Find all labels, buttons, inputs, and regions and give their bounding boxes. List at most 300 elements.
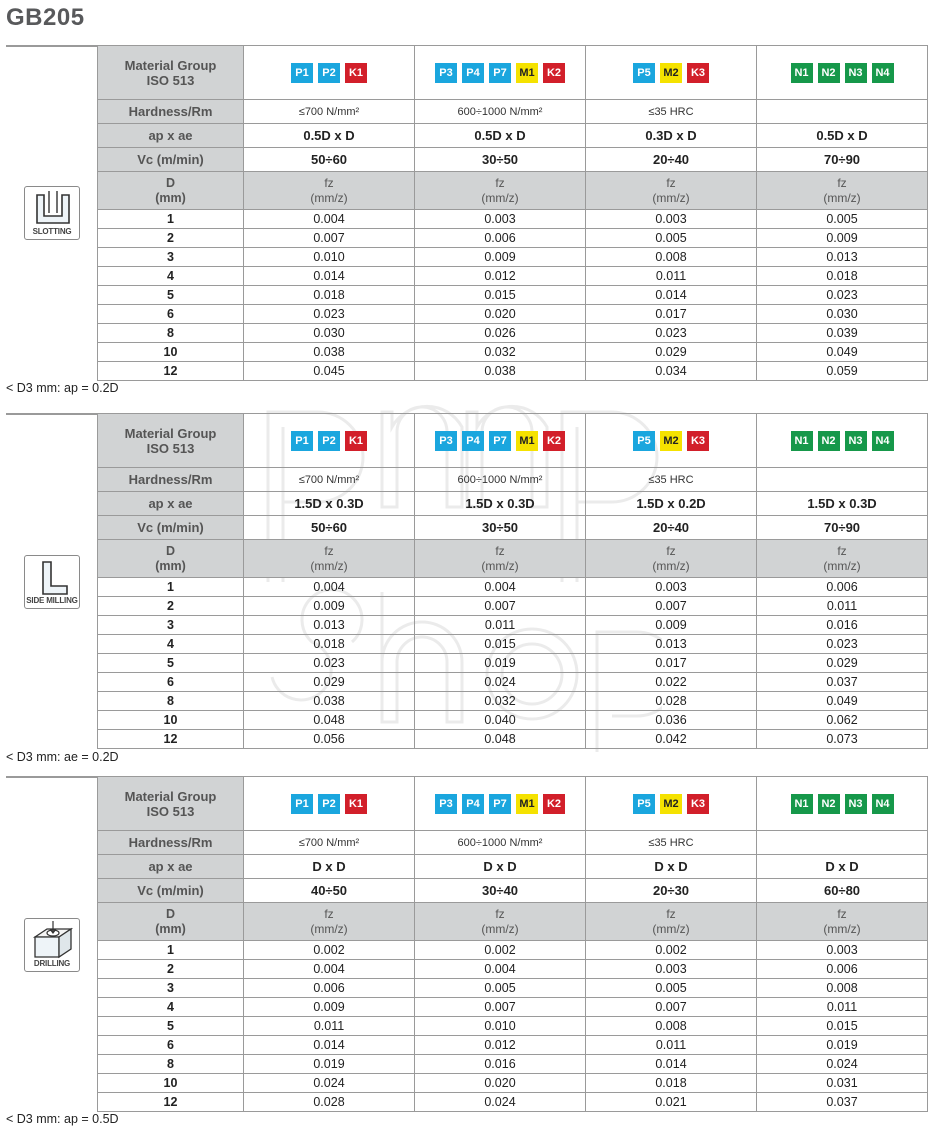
- diameter-cell: 3: [98, 248, 244, 267]
- iso-chip-p2: P2: [318, 63, 340, 83]
- diameter-cell: 3: [98, 979, 244, 998]
- fz-cell: 0.022: [586, 673, 757, 692]
- iso-chip-k2: K2: [543, 794, 565, 814]
- fz-cell: 0.024: [244, 1074, 415, 1093]
- diameter-cell: 3: [98, 616, 244, 635]
- material-group-cell: [757, 414, 928, 468]
- fz-cell: 0.003: [586, 960, 757, 979]
- fz-cell: 0.015: [415, 286, 586, 305]
- vc-cell: 30÷40: [415, 879, 586, 903]
- fz-cell: 0.049: [757, 692, 928, 711]
- material-group-row: [98, 46, 928, 100]
- vc-row: [98, 516, 928, 540]
- fz-cell: 0.003: [415, 210, 586, 229]
- material-group-line1: Material Group: [124, 57, 217, 73]
- fz-cell: 0.020: [415, 1074, 586, 1093]
- fz-header-line2: (mm/z): [823, 921, 861, 936]
- fz-cell: 0.014: [586, 286, 757, 305]
- material-chips: [291, 63, 367, 83]
- vc-cell: 70÷90: [757, 516, 928, 540]
- hardness-cell: [757, 468, 928, 492]
- iso-chip-p4: P4: [462, 63, 484, 83]
- table-row: [98, 324, 928, 343]
- hardness-label: Hardness/Rm: [98, 100, 244, 124]
- hardness-row: [98, 100, 928, 124]
- diameter-cell: 4: [98, 267, 244, 286]
- vc-row: [98, 148, 928, 172]
- fz-cell: 0.023: [757, 635, 928, 654]
- material-group-row: [98, 414, 928, 468]
- cutting-data-table: [97, 413, 928, 749]
- fz-cell: 0.062: [757, 711, 928, 730]
- fz-header: [757, 172, 928, 210]
- table-row: [98, 1074, 928, 1093]
- fz-cell: 0.028: [244, 1093, 415, 1112]
- ap-ae-cell: 1.5D x 0.3D: [415, 492, 586, 516]
- iso-chip-n4: N4: [872, 431, 894, 451]
- iso-chip-n3: N3: [845, 63, 867, 83]
- vc-cell: 70÷90: [757, 148, 928, 172]
- iso-chip-n3: N3: [845, 431, 867, 451]
- fz-cell: 0.010: [415, 1017, 586, 1036]
- ap-ae-row: [98, 124, 928, 148]
- hardness-cell: 600÷1000 N/mm²: [415, 468, 586, 492]
- iso-chip-n1: N1: [791, 63, 813, 83]
- fz-cell: 0.004: [415, 578, 586, 597]
- fz-cell: 0.010: [244, 248, 415, 267]
- section-note: < D3 mm: ap = 0.5D: [6, 1112, 119, 1126]
- table-row: [98, 1093, 928, 1112]
- fz-cell: 0.014: [244, 267, 415, 286]
- diameter-header: [98, 903, 244, 941]
- diameter-header-line2: (mm): [155, 190, 186, 205]
- drilling-icon: [24, 918, 80, 972]
- table-row: [98, 210, 928, 229]
- ap-ae-cell: 0.3D x D: [586, 124, 757, 148]
- iso-chip-p7: P7: [489, 794, 511, 814]
- hardness-label: Hardness/Rm: [98, 831, 244, 855]
- iso-chip-m2: M2: [660, 431, 682, 451]
- diameter-cell: 2: [98, 229, 244, 248]
- fz-header-line1: fz: [666, 543, 676, 558]
- fz-header: [415, 903, 586, 941]
- material-chips: [435, 431, 565, 451]
- material-chips: [633, 794, 709, 814]
- table-row: [98, 248, 928, 267]
- table-row: [98, 305, 928, 324]
- hardness-cell: ≤35 HRC: [586, 468, 757, 492]
- fz-header: [244, 540, 415, 578]
- fz-cell: 0.023: [757, 286, 928, 305]
- fz-cell: 0.013: [244, 616, 415, 635]
- ap-ae-cell: 0.5D x D: [757, 124, 928, 148]
- hardness-cell: ≤700 N/mm²: [244, 468, 415, 492]
- table-row: [98, 343, 928, 362]
- fz-cell: 0.019: [415, 654, 586, 673]
- hardness-cell: ≤700 N/mm²: [244, 100, 415, 124]
- fz-header-line1: fz: [324, 543, 334, 558]
- side-milling-icon: [24, 555, 80, 609]
- hardness-cell: ≤35 HRC: [586, 100, 757, 124]
- ap-ae-cell: D x D: [586, 855, 757, 879]
- hardness-label: Hardness/Rm: [98, 468, 244, 492]
- fz-cell: 0.018: [244, 635, 415, 654]
- iso-chip-p2: P2: [318, 431, 340, 451]
- fz-cell: 0.029: [757, 654, 928, 673]
- hardness-cell: 600÷1000 N/mm²: [415, 100, 586, 124]
- fz-cell: 0.032: [415, 343, 586, 362]
- ap-ae-row: [98, 492, 928, 516]
- fz-cell: 0.011: [757, 998, 928, 1017]
- diameter-cell: 1: [98, 578, 244, 597]
- diameter-header-line1: D: [165, 543, 176, 558]
- iso-chip-p1: P1: [291, 63, 313, 83]
- fz-header-line1: fz: [324, 175, 334, 190]
- table-row: [98, 654, 928, 673]
- fz-cell: 0.059: [757, 362, 928, 381]
- iso-chip-p5: P5: [633, 794, 655, 814]
- fz-header: [757, 540, 928, 578]
- fz-cell: 0.006: [757, 960, 928, 979]
- iso-chip-n4: N4: [872, 63, 894, 83]
- fz-cell: 0.006: [415, 229, 586, 248]
- fz-header: [586, 172, 757, 210]
- fz-cell: 0.023: [244, 305, 415, 324]
- fz-cell: 0.011: [757, 597, 928, 616]
- iso-chip-k1: K1: [345, 63, 367, 83]
- fz-cell: 0.037: [757, 673, 928, 692]
- fz-cell: 0.018: [757, 267, 928, 286]
- fz-cell: 0.002: [415, 941, 586, 960]
- hardness-row: [98, 468, 928, 492]
- diameter-cell: 5: [98, 654, 244, 673]
- ap-ae-cell: 1.5D x 0.3D: [757, 492, 928, 516]
- fz-cell: 0.019: [757, 1036, 928, 1055]
- fz-cell: 0.018: [244, 286, 415, 305]
- column-header-row: [98, 540, 928, 578]
- column-header-row: [98, 903, 928, 941]
- iso-chip-p3: P3: [435, 431, 457, 451]
- fz-cell: 0.029: [244, 673, 415, 692]
- fz-header-line2: (mm/z): [481, 921, 519, 936]
- vc-cell: 20÷40: [586, 516, 757, 540]
- table-row: [98, 616, 928, 635]
- fz-cell: 0.011: [586, 267, 757, 286]
- fz-cell: 0.024: [415, 673, 586, 692]
- material-group-line2: ISO 513: [146, 803, 195, 819]
- fz-cell: 0.004: [415, 960, 586, 979]
- table-row: [98, 979, 928, 998]
- diameter-cell: 10: [98, 711, 244, 730]
- material-group-label: [98, 777, 244, 831]
- fz-cell: 0.040: [415, 711, 586, 730]
- ap-ae-cell: 1.5D x 0.3D: [244, 492, 415, 516]
- fz-cell: 0.003: [586, 210, 757, 229]
- material-group-cell: [244, 777, 415, 831]
- diameter-header-line1: D: [165, 906, 176, 921]
- diameter-cell: 6: [98, 1036, 244, 1055]
- ap-ae-label: ap x ae: [98, 855, 244, 879]
- fz-cell: 0.002: [244, 941, 415, 960]
- fz-cell: 0.007: [586, 998, 757, 1017]
- fz-header-line1: fz: [666, 175, 676, 190]
- hardness-cell: ≤35 HRC: [586, 831, 757, 855]
- table-row: [98, 998, 928, 1017]
- vc-row: [98, 879, 928, 903]
- diameter-cell: 5: [98, 286, 244, 305]
- column-header-row: [98, 172, 928, 210]
- diameter-cell: 1: [98, 941, 244, 960]
- iso-chip-k2: K2: [543, 63, 565, 83]
- fz-cell: 0.016: [415, 1055, 586, 1074]
- fz-cell: 0.015: [757, 1017, 928, 1036]
- operation-label: DRILLING: [33, 959, 71, 968]
- material-group-line2: ISO 513: [146, 72, 195, 88]
- iso-chip-m1: M1: [516, 431, 538, 451]
- vc-cell: 40÷50: [244, 879, 415, 903]
- material-group-line1: Material Group: [124, 788, 217, 804]
- fz-header: [415, 540, 586, 578]
- page-title: GB205: [6, 4, 85, 31]
- table-row: [98, 960, 928, 979]
- material-group-cell: [415, 46, 586, 100]
- fz-cell: 0.012: [415, 1036, 586, 1055]
- fz-cell: 0.007: [586, 597, 757, 616]
- fz-header-line2: (mm/z): [652, 558, 690, 573]
- iso-chip-p3: P3: [435, 63, 457, 83]
- fz-cell: 0.005: [586, 979, 757, 998]
- iso-chip-n2: N2: [818, 431, 840, 451]
- fz-header-line2: (mm/z): [823, 190, 861, 205]
- table-row: [98, 941, 928, 960]
- hardness-row: [98, 831, 928, 855]
- iso-chip-p3: P3: [435, 794, 457, 814]
- fz-header-line1: fz: [495, 543, 505, 558]
- material-group-cell: [757, 46, 928, 100]
- fz-cell: 0.028: [586, 692, 757, 711]
- material-group-line1: Material Group: [124, 425, 217, 441]
- diameter-header-line2: (mm): [155, 558, 186, 573]
- iso-chip-m1: M1: [516, 63, 538, 83]
- fz-cell: 0.029: [586, 343, 757, 362]
- ap-ae-cell: 0.5D x D: [415, 124, 586, 148]
- table-row: [98, 229, 928, 248]
- iso-chip-m2: M2: [660, 63, 682, 83]
- fz-header-line1: fz: [495, 906, 505, 921]
- material-group-cell: [586, 414, 757, 468]
- vc-cell: 20÷30: [586, 879, 757, 903]
- operation-label: SIDE MILLING: [26, 596, 78, 605]
- fz-cell: 0.038: [244, 692, 415, 711]
- fz-header: [244, 172, 415, 210]
- fz-cell: 0.009: [757, 229, 928, 248]
- fz-cell: 0.016: [757, 616, 928, 635]
- diameter-cell: 6: [98, 673, 244, 692]
- fz-header-line2: (mm/z): [310, 921, 348, 936]
- fz-header: [757, 903, 928, 941]
- hardness-cell: [757, 831, 928, 855]
- diameter-header: [98, 540, 244, 578]
- section-note: < D3 mm: ap = 0.2D: [6, 381, 119, 395]
- fz-header: [415, 172, 586, 210]
- iso-chip-n2: N2: [818, 63, 840, 83]
- iso-chip-n2: N2: [818, 794, 840, 814]
- fz-header-line1: fz: [837, 175, 847, 190]
- diameter-cell: 2: [98, 960, 244, 979]
- material-chips: [291, 431, 367, 451]
- fz-cell: 0.014: [244, 1036, 415, 1055]
- fz-cell: 0.002: [586, 941, 757, 960]
- iso-chip-n3: N3: [845, 794, 867, 814]
- section-note: < D3 mm: ae = 0.2D: [6, 750, 119, 764]
- fz-cell: 0.008: [586, 248, 757, 267]
- vc-label: Vc (m/min): [98, 148, 244, 172]
- fz-header: [586, 540, 757, 578]
- material-group-cell: [415, 414, 586, 468]
- fz-cell: 0.005: [415, 979, 586, 998]
- fz-cell: 0.014: [586, 1055, 757, 1074]
- diameter-cell: 10: [98, 1074, 244, 1093]
- fz-header-line1: fz: [837, 906, 847, 921]
- fz-cell: 0.056: [244, 730, 415, 749]
- iso-chip-p5: P5: [633, 63, 655, 83]
- table-row: [98, 267, 928, 286]
- vc-label: Vc (m/min): [98, 516, 244, 540]
- fz-cell: 0.007: [415, 998, 586, 1017]
- fz-cell: 0.023: [244, 654, 415, 673]
- table-row: [98, 362, 928, 381]
- table-row: [98, 730, 928, 749]
- fz-header-line1: fz: [495, 175, 505, 190]
- fz-header-line1: fz: [666, 906, 676, 921]
- fz-cell: 0.008: [757, 979, 928, 998]
- fz-cell: 0.009: [244, 998, 415, 1017]
- material-chips: [291, 794, 367, 814]
- ap-ae-cell: D x D: [415, 855, 586, 879]
- material-group-cell: [244, 414, 415, 468]
- fz-cell: 0.031: [757, 1074, 928, 1093]
- iso-chip-p4: P4: [462, 431, 484, 451]
- table-row: [98, 597, 928, 616]
- vc-cell: 50÷60: [244, 516, 415, 540]
- iso-chip-p7: P7: [489, 63, 511, 83]
- table-row: [98, 1055, 928, 1074]
- slotting-icon: [24, 186, 80, 240]
- fz-cell: 0.049: [757, 343, 928, 362]
- material-chips: [435, 794, 565, 814]
- fz-cell: 0.015: [415, 635, 586, 654]
- fz-header: [244, 903, 415, 941]
- fz-cell: 0.018: [586, 1074, 757, 1093]
- diameter-cell: 8: [98, 324, 244, 343]
- table-row: [98, 578, 928, 597]
- fz-cell: 0.017: [586, 654, 757, 673]
- fz-cell: 0.048: [244, 711, 415, 730]
- material-chips: [791, 794, 894, 814]
- fz-cell: 0.017: [586, 305, 757, 324]
- iso-chip-k3: K3: [687, 794, 709, 814]
- table-row: [98, 286, 928, 305]
- vc-cell: 20÷40: [586, 148, 757, 172]
- hardness-cell: [757, 100, 928, 124]
- fz-cell: 0.007: [415, 597, 586, 616]
- iso-chip-p5: P5: [633, 431, 655, 451]
- vc-cell: 30÷50: [415, 516, 586, 540]
- ap-ae-cell: 0.5D x D: [244, 124, 415, 148]
- diameter-cell: 10: [98, 343, 244, 362]
- fz-header: [586, 903, 757, 941]
- fz-cell: 0.037: [757, 1093, 928, 1112]
- iso-chip-k2: K2: [543, 431, 565, 451]
- iso-chip-m2: M2: [660, 794, 682, 814]
- material-group-cell: [244, 46, 415, 100]
- iso-chip-n1: N1: [791, 794, 813, 814]
- fz-cell: 0.009: [586, 616, 757, 635]
- fz-cell: 0.073: [757, 730, 928, 749]
- material-group-line2: ISO 513: [146, 440, 195, 456]
- fz-cell: 0.005: [586, 229, 757, 248]
- fz-cell: 0.009: [415, 248, 586, 267]
- fz-cell: 0.011: [586, 1036, 757, 1055]
- iso-chip-p2: P2: [318, 794, 340, 814]
- fz-cell: 0.034: [586, 362, 757, 381]
- operation-panel: [6, 776, 97, 968]
- ap-ae-row: [98, 855, 928, 879]
- diameter-cell: 1: [98, 210, 244, 229]
- fz-cell: 0.036: [586, 711, 757, 730]
- fz-cell: 0.024: [757, 1055, 928, 1074]
- fz-cell: 0.003: [757, 941, 928, 960]
- fz-cell: 0.030: [757, 305, 928, 324]
- operation-panel: [6, 413, 97, 605]
- ap-ae-cell: 1.5D x 0.2D: [586, 492, 757, 516]
- fz-cell: 0.007: [244, 229, 415, 248]
- fz-cell: 0.012: [415, 267, 586, 286]
- material-chips: [435, 63, 565, 83]
- fz-cell: 0.005: [757, 210, 928, 229]
- material-chips: [633, 431, 709, 451]
- fz-cell: 0.004: [244, 960, 415, 979]
- fz-cell: 0.011: [415, 616, 586, 635]
- fz-cell: 0.009: [244, 597, 415, 616]
- fz-cell: 0.038: [244, 343, 415, 362]
- material-group-cell: [586, 777, 757, 831]
- vc-cell: 30÷50: [415, 148, 586, 172]
- fz-cell: 0.006: [244, 979, 415, 998]
- fz-header-line1: fz: [837, 543, 847, 558]
- fz-header-line2: (mm/z): [310, 558, 348, 573]
- iso-chip-k1: K1: [345, 794, 367, 814]
- fz-cell: 0.024: [415, 1093, 586, 1112]
- fz-cell: 0.019: [244, 1055, 415, 1074]
- vc-label: Vc (m/min): [98, 879, 244, 903]
- material-group-cell: [757, 777, 928, 831]
- material-chips: [791, 431, 894, 451]
- table-row: [98, 711, 928, 730]
- fz-header-line2: (mm/z): [652, 190, 690, 205]
- vc-cell: 60÷80: [757, 879, 928, 903]
- fz-cell: 0.020: [415, 305, 586, 324]
- diameter-header-line2: (mm): [155, 921, 186, 936]
- vc-cell: 50÷60: [244, 148, 415, 172]
- fz-cell: 0.042: [586, 730, 757, 749]
- diameter-header: [98, 172, 244, 210]
- cutting-data-table: [97, 45, 928, 381]
- fz-header-line2: (mm/z): [481, 190, 519, 205]
- diameter-cell: 2: [98, 597, 244, 616]
- iso-chip-m1: M1: [516, 794, 538, 814]
- fz-cell: 0.013: [757, 248, 928, 267]
